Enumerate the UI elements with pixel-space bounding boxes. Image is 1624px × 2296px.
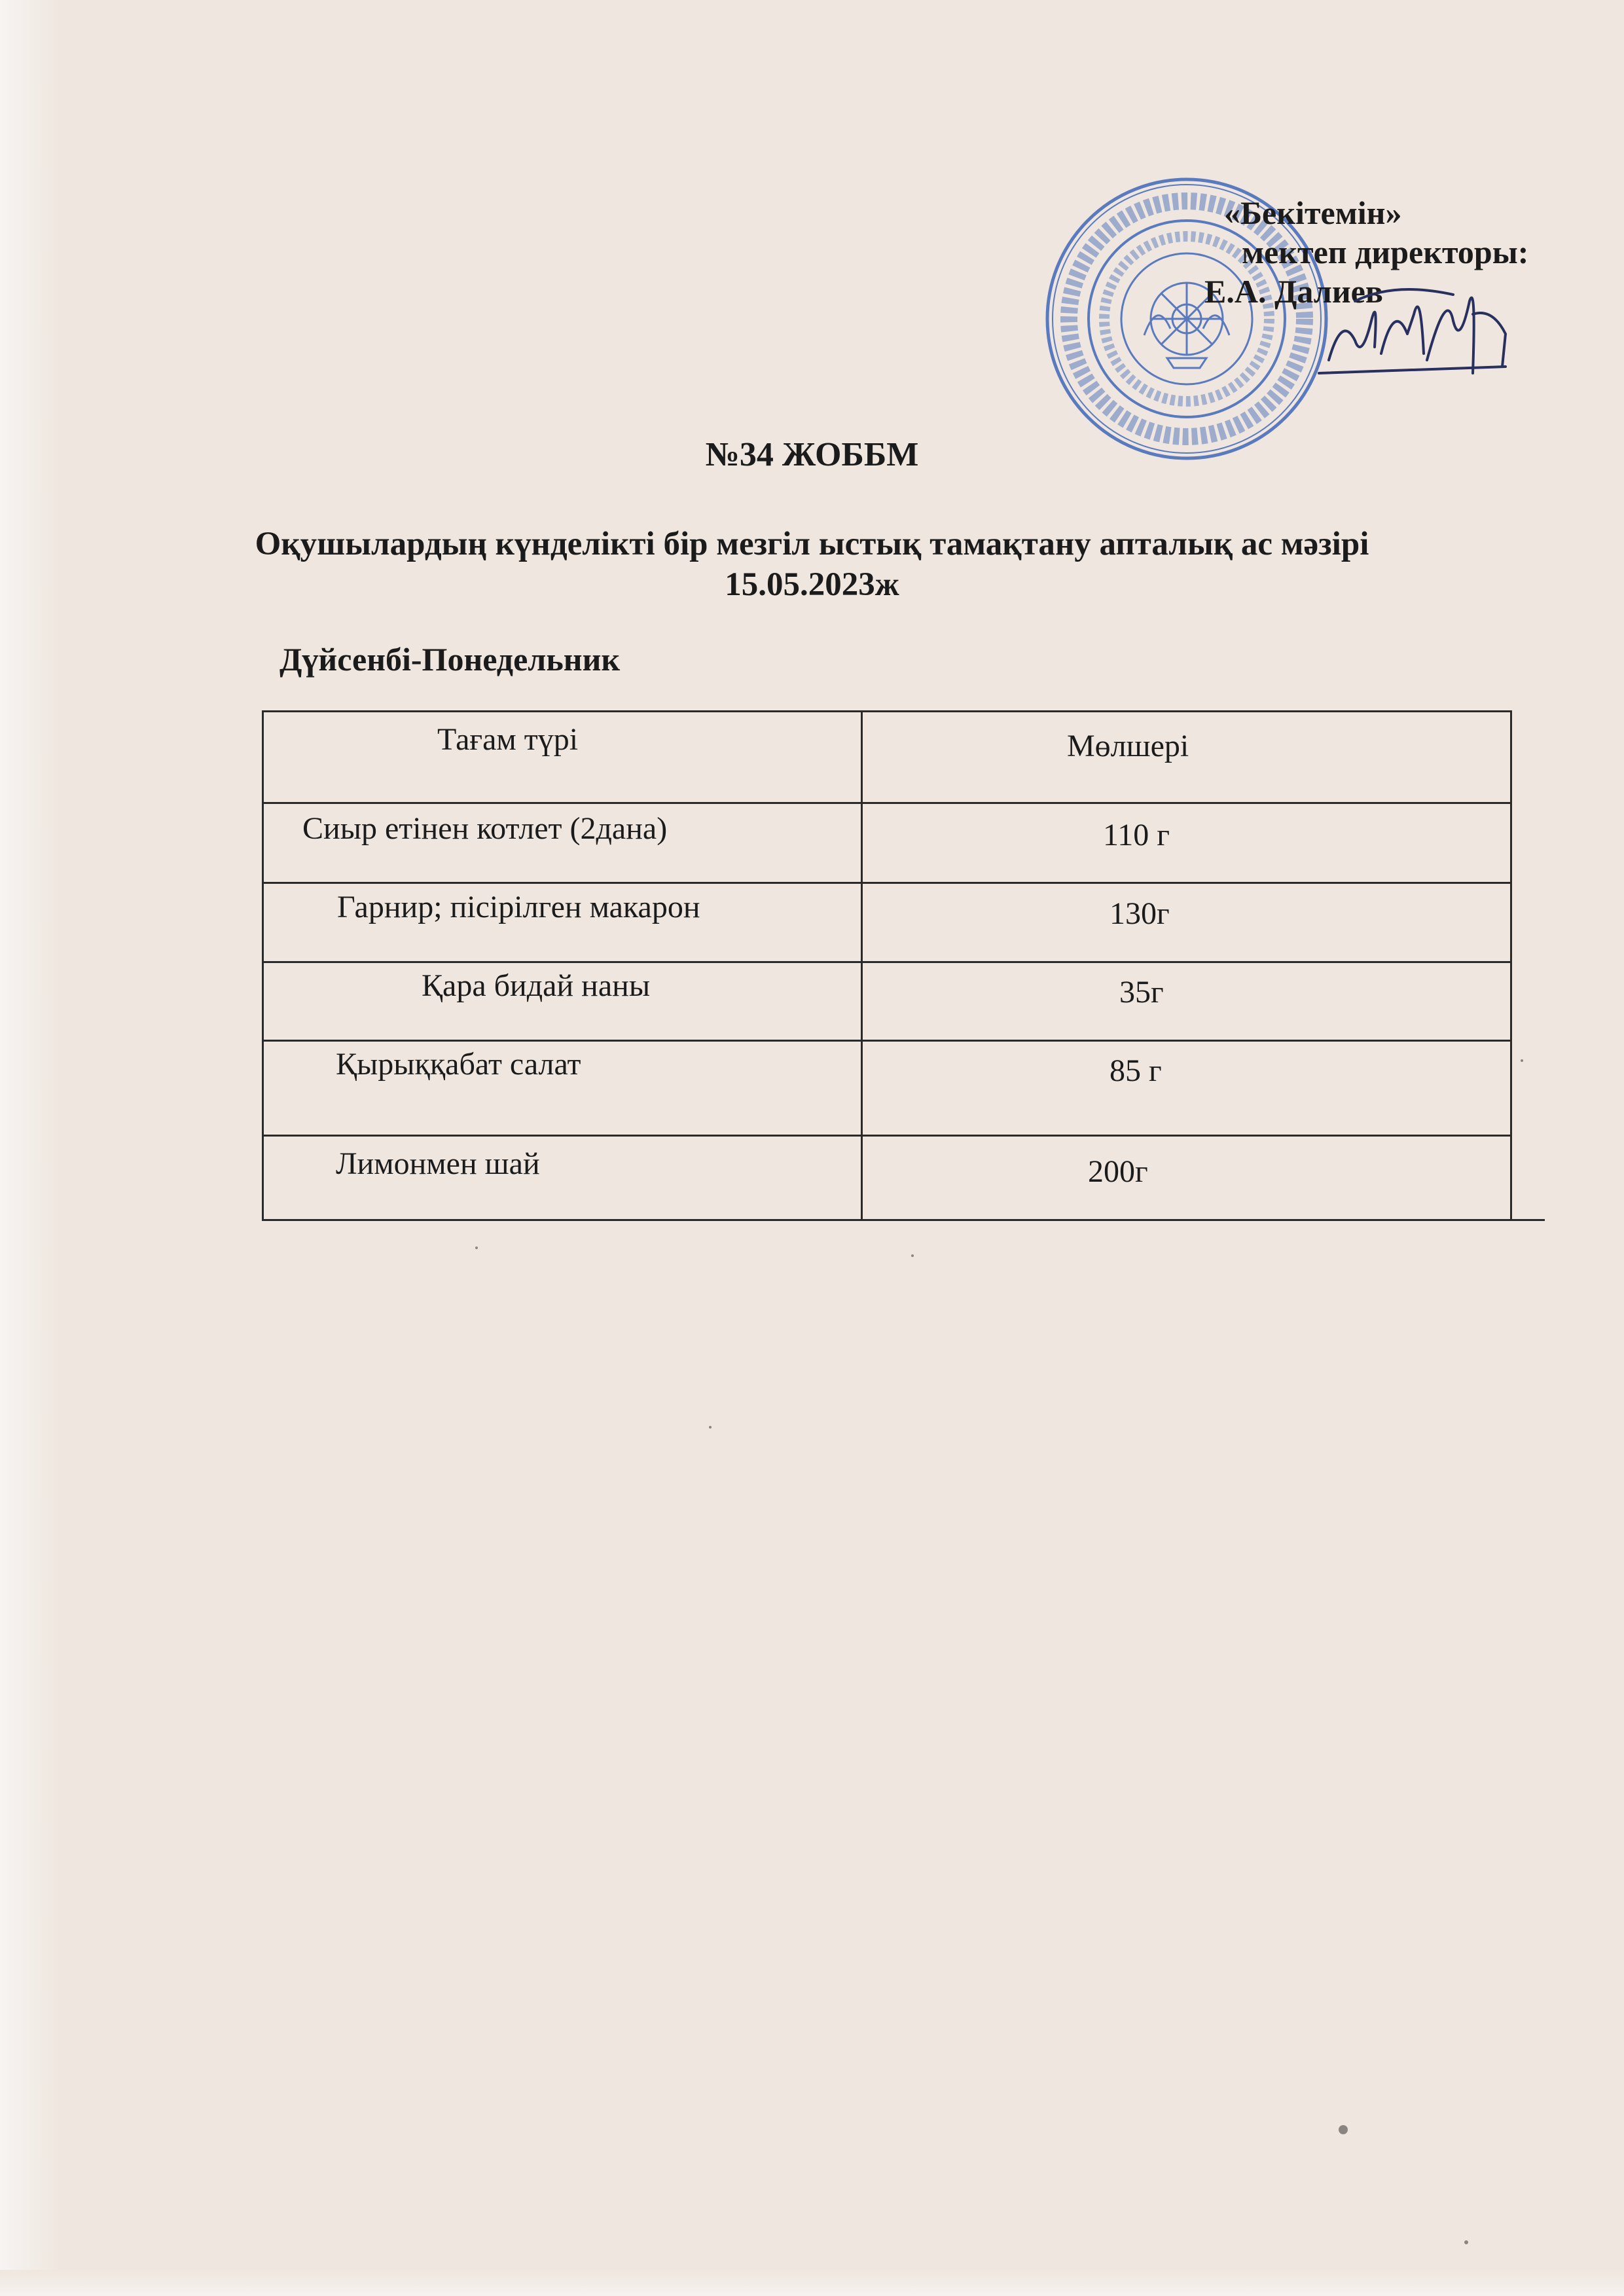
menu-title: Оқушылардың күнделікті бір мезгіл ыстық тамақтану апталық ас мәзірі (255, 526, 1369, 562)
table-row-dish: Қырыққабат салат (336, 1047, 581, 1082)
school-title: №34 ЖОББМ (705, 436, 919, 473)
paper-speck (709, 1426, 712, 1429)
table-row-dish: Қара бидай наны (422, 968, 651, 1003)
table-row-amount: 85 г (1110, 1053, 1162, 1088)
table-border (262, 710, 1512, 712)
approval-position: мектеп директоры: (1242, 234, 1529, 270)
paper-speck (1464, 2240, 1468, 2244)
paper-speck (1521, 1059, 1523, 1062)
table-row-amount: 35г (1119, 975, 1164, 1010)
table-border (262, 882, 1512, 884)
menu-date: 15.05.2023ж (725, 566, 899, 603)
menu-table (262, 710, 1512, 1221)
table-row-dish: Лимонмен шай (336, 1146, 540, 1181)
table-border (262, 710, 264, 1221)
table-border (262, 1219, 1545, 1221)
table-row-amount: 200г (1088, 1154, 1148, 1189)
page-edge (0, 0, 59, 2296)
table-border (262, 802, 1512, 804)
page-edge (0, 2270, 1624, 2296)
approval-title: «Бекітемін» (1224, 194, 1402, 231)
table-border (262, 961, 1512, 963)
approval-name: Е.А. Далиев (1204, 273, 1383, 310)
day-label: Дүйсенбі-Понедельник (280, 641, 621, 678)
table-border (1510, 710, 1512, 1221)
column-header-dish: Тағам түрі (437, 722, 579, 757)
table-row-dish: Гарнир; пісірілген макарон (337, 890, 700, 924)
table-border (262, 1135, 1512, 1137)
menu-heading (0, 524, 1624, 605)
column-header-amount: Мөлшері (1067, 729, 1189, 763)
table-border (861, 710, 863, 1221)
table-row-amount: 130г (1110, 896, 1170, 931)
director-signature (1316, 275, 1512, 386)
table-border (262, 1040, 1512, 1042)
table-row-dish: Сиыр етінен котлет (2дана) (302, 811, 668, 846)
paper-speck (1339, 2125, 1348, 2134)
paper-speck (475, 1247, 478, 1249)
paper-speck (911, 1254, 914, 1257)
table-row-amount: 110 г (1103, 818, 1170, 852)
